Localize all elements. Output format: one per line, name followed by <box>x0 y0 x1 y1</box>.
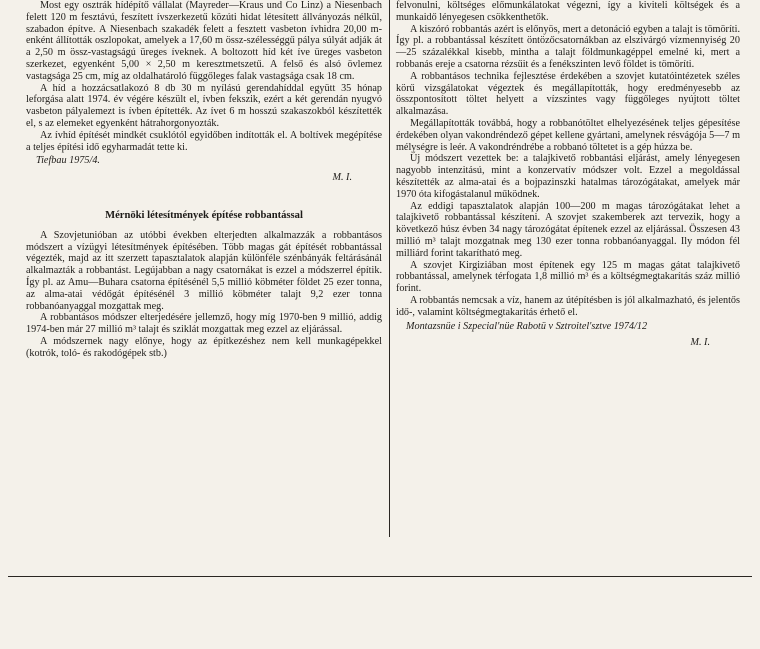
paragraph: Most egy osztrák hídépítő vállalat (Mayreder—Kraus und Co Linz) a Niesenbach felett 120 m fesztávú, feszített ívszerkezetű közúti hidat létesített állványozás nélkül, szabadon építve. A Niesenbach szakadék felett a fesztett vasbeton ívhidra 20,00 m-enként állították oszlopokat, amelyek a 17,60 m össz-szélességgű pálya súlyát adják át a 2,50 m össz-vastagságú üreges íveknek. A boltozott híd két íve üreges vasbeton szerkezet, egyenként 5,00 × 2,50 m keresztmetszetű. A felső és alsó övlemez vastagsága 25 cm, míg az oldalhatároló függőleges falak vastagsága csak 18 cm. <box>26 0 382 82</box>
source-citation: Tiefbau 1975/4. <box>36 155 100 167</box>
paragraph: A robbantás nemcsak a víz, hanem az útépítésben is jól alkalmazható, és jelentős idő-, valamint költségmegtakarítás érhető el. <box>396 294 740 318</box>
bottom-rule <box>8 576 752 577</box>
paragraph: A Szovjetunióban az utóbbi években elterjedten alkalmazzák a robbantásos módszert a vízügyi létesítmények építésében. Több magas gát építését robbantással végezték, majd az itt szerzett tapasztalatok alapján különféle szénbányák feltárásánál alkalmazták a robbantást. Legújabban a nagy csatornákat is ezzel a módszerrel építik. Így pl. az Amu—Buhara csatorna építésénél 5,5 millió köbméter földet 25 ezer tonna, az alma-atai védőgát építésénél 3 millió köbméter talajt 9,2 ezer tonna robbanóanyaggal mozgattak meg. <box>26 229 382 312</box>
source-citation: Montazsnüe i Szpecial'nüe Rabotü v Sztroitel'sztve 1974/12 <box>406 320 648 332</box>
paragraph: A robbantásos módszer elterjedésére jellemző, hogy míg 1970-ben 9 millió, addig 1974-ben már 27 millió m³ talajt és sziklát mozgattak meg ezzel az eljárással. <box>26 312 382 336</box>
author-signature: M. I. <box>332 172 352 184</box>
paragraph: felvonulni, költséges előmunkálatokat végezni, így a kiviteli költségek és a munkaidő lényegesen csökkenthetők. <box>396 0 740 23</box>
paragraph: A kiszóró robbantás azért is előnyös, mert a detonáció egyben a talajt is tömöríti. Így pl. a robbantással készített öntözőcsatornákban az elszivárgó vízmennyiség 20—25 százalékkal kisebb, mintha a talajt földmunkagéppel emelné ki, mert a robbanás ereje a csatorna rézsűit és a fenékszinten levő földet is tömöríti. <box>396 23 740 70</box>
author-signature: M. I. <box>690 337 710 349</box>
paragraph: Megállapították továbbá, hogy a robbanótöltet elhelyezésének teljes gépesítése érdekében olyan vakondréndező gépet kellene gyártani, amelynek résvágója 5—7 m mélységre is leér. A vakondréndrébe a robbanó töltetet is a gép húzza be. <box>396 117 740 153</box>
right-column <box>396 0 740 349</box>
paragraph: A robbantásos technika fejlesztése érdekében a szovjet kutatóintézetek széles körű vizsgálatokat végeztek és megállapították, hogy eredményesebb az összpontosított töltet helyett a vízszintes vagy függőleges nyújtott töltet alkalmazása. <box>396 70 740 118</box>
paragraph: A szovjet Kirgiziában most építenek egy 125 m magas gátat talajkivető robbantással, amelynek térfogata 1,8 millió m³ és a költségmegtakarítás száz millió forint. <box>396 259 740 295</box>
paragraph: Az eddigi tapasztalatok alapján 100—200 m magas tározógátakat lehet a talajkivető robbantással készíteni. A szovjet szakemberek azt tervezik, hogy a következő húsz évben 34 nagy tározógátat építenek ezzel az eljárással. Összesen 43 millió m³ talajt mozgatnak meg 130 ezer tonna robbanóanyaggal. Ily módon fél milliárd forint takarítható meg. <box>396 200 740 259</box>
paragraph: Az ívhíd építését mindkét csuklótól egyidőben indították el. A boltívek megépítése a teljes építési idő egyharmadát tette ki. <box>26 129 382 153</box>
paragraph: A híd a hozzácsatlakozó 8 db 30 m nyílású gerendahíddal együtt 35 hónap leforgása alatt 1974. év végére készült el, ívben fekszik, ezért a két gerendán nyugvó vasbeton pályalemezt is ívben építették. Az ívet 6 m hosszú szakaszokból készítették el, s az elemeket egyenként hátrahorgonyozták. <box>26 82 382 129</box>
left-column <box>26 0 382 360</box>
article-heading: Mérnöki létesítmények építése robbantással <box>105 209 303 221</box>
paragraph: Új módszert vezettek be: a talajkivető robbantási eljárást, amely lényegesen nagyobb intenzitású, mint a konzervatív módszer volt. Ezzel a megoldással készítették az alma-atai és a bojpazinszki hatalmas tározógátakat, amelyek már 1970 óta kifogástalanul működnek. <box>396 153 740 200</box>
column-divider <box>389 0 390 537</box>
paragraph: A módszernek nagy előnye, hogy az építkezéshez nem kell munkagépekkel (kotrók, toló- és rakodógépek stb.) <box>26 335 382 359</box>
